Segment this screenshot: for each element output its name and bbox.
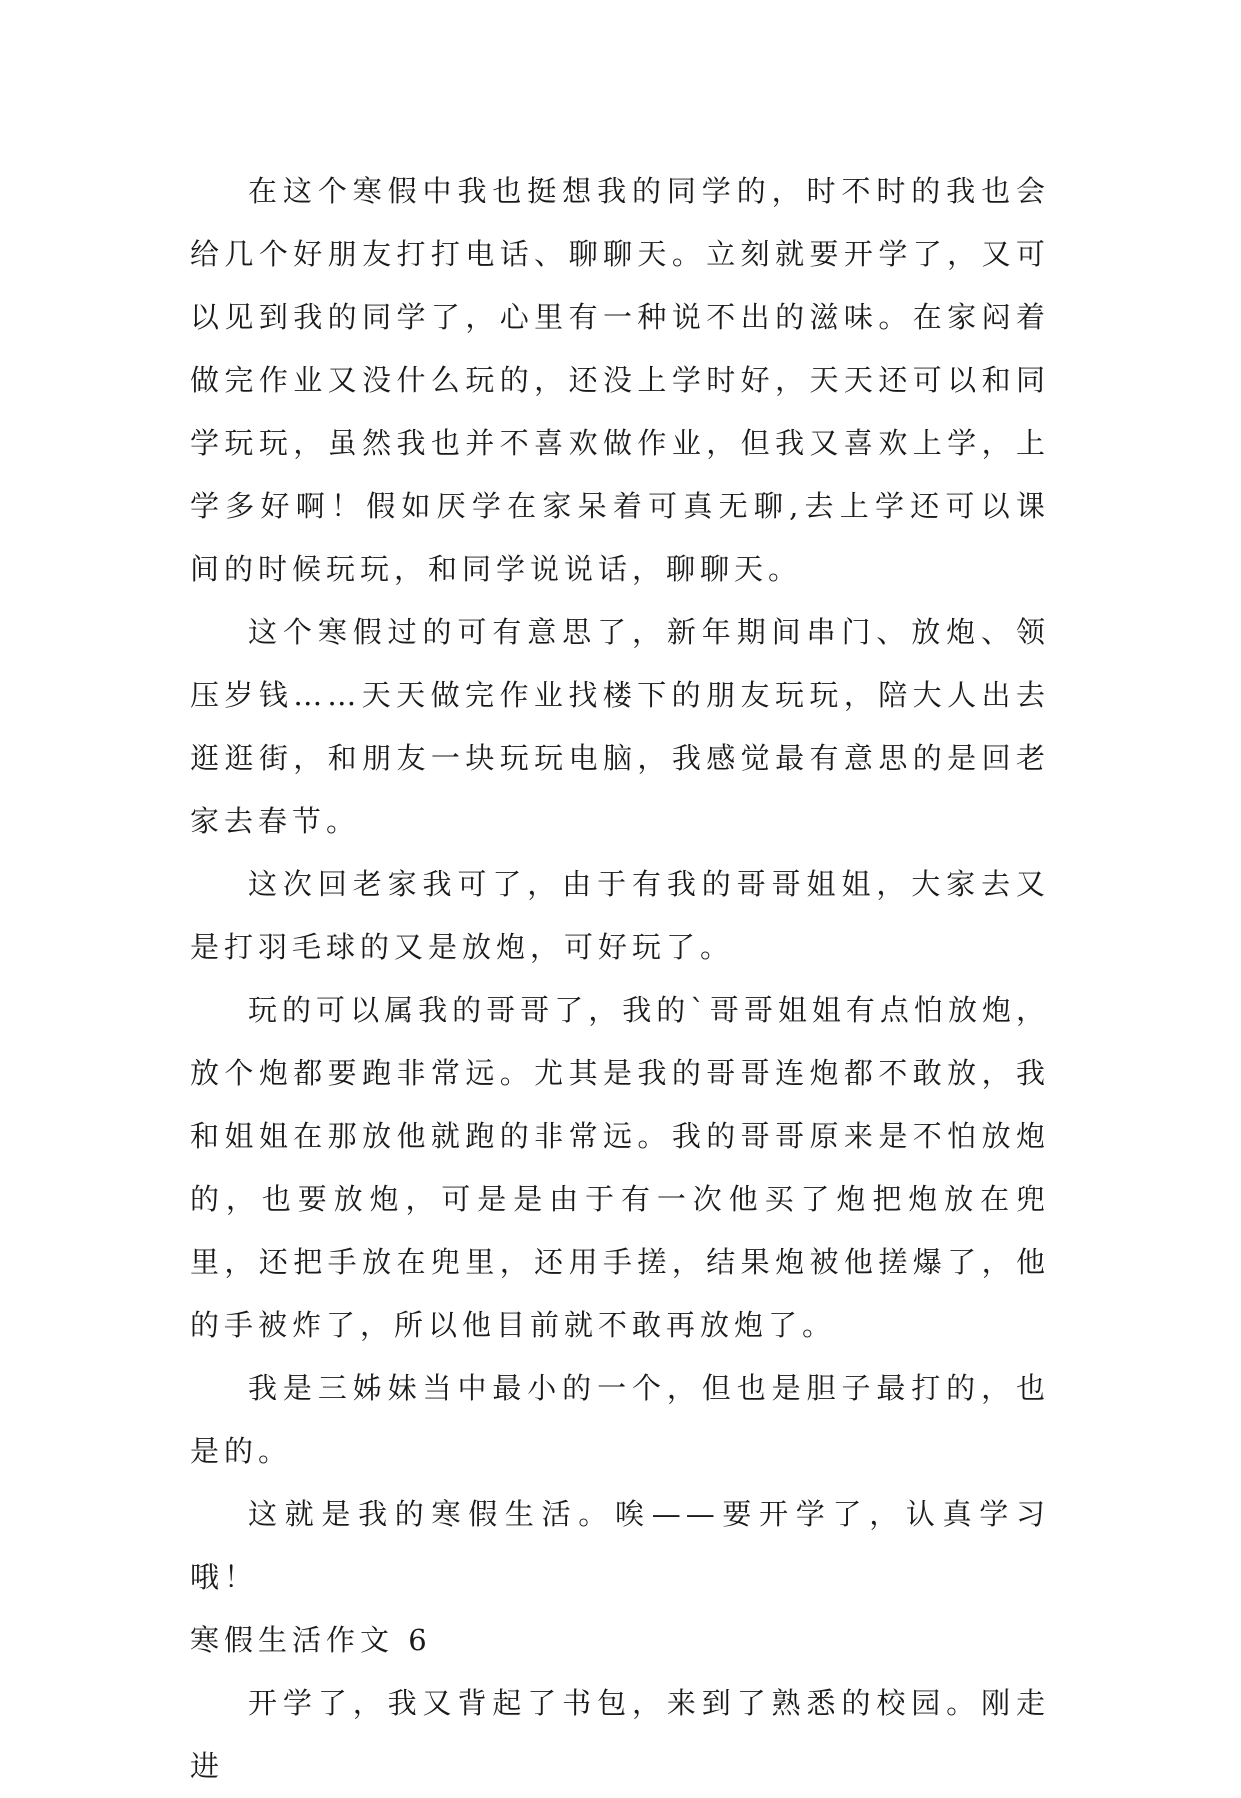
section-title: 寒假生活作文 6 <box>190 1623 432 1657</box>
paragraph-7: 开学了，我又背起了书包，来到了熟悉的校园。刚走进 <box>190 1686 1050 1783</box>
paragraph-5: 我是三姊妹当中最小的一个，但也是胆子最打的，也是的。 <box>190 1371 1050 1468</box>
paragraph-4: 玩的可以属我的哥哥了，我的`哥哥姐姐有点怕放炮，放个炮都要跑非常远。尤其是我的哥哥连炮都不敢放，我和姐姐在那放他就跑的非常远。我的哥哥原来是不怕放炮的，也要放炮，可是是由于有一次他买了炮把炮放在兜里，还把手放在兜里，还用手搓，结果炮被他搓爆了，他的手被炸了，所以他目前就不敢再放炮了。 <box>190 993 1050 1342</box>
document-body <box>190 160 1050 1798</box>
paragraph-2: 这个寒假过的可有意思了，新年期间串门、放炮、领压岁钱……天天做完作业找楼下的朋友玩玩，陪大人出去逛逛街，和朋友一块玩玩电脑，我感觉最有意思的是回老家去春节。 <box>190 615 1050 838</box>
paragraph-3: 这次回老家我可了，由于有我的哥哥姐姐，大家去又是打羽毛球的又是放炮，可好玩了。 <box>190 867 1050 964</box>
paragraph-1: 在这个寒假中我也挺想我的同学的，时不时的我也会给几个好朋友打打电话、聊聊天。立刻就要开学了，又可以见到我的同学了，心里有一种说不出的滋味。在家闷着做完作业又没什么玩的，还没上学时好，天天还可以和同学玩玩，虽然我也并不喜欢做作业，但我又喜欢上学，上学多好啊！假如厌学在家呆着可真无聊,去上学还可以课间的时候玩玩，和同学说说话，聊聊天。 <box>190 174 1050 586</box>
paragraph-6: 这就是我的寒假生活。唉——要开学了，认真学习哦！ <box>190 1497 1050 1594</box>
